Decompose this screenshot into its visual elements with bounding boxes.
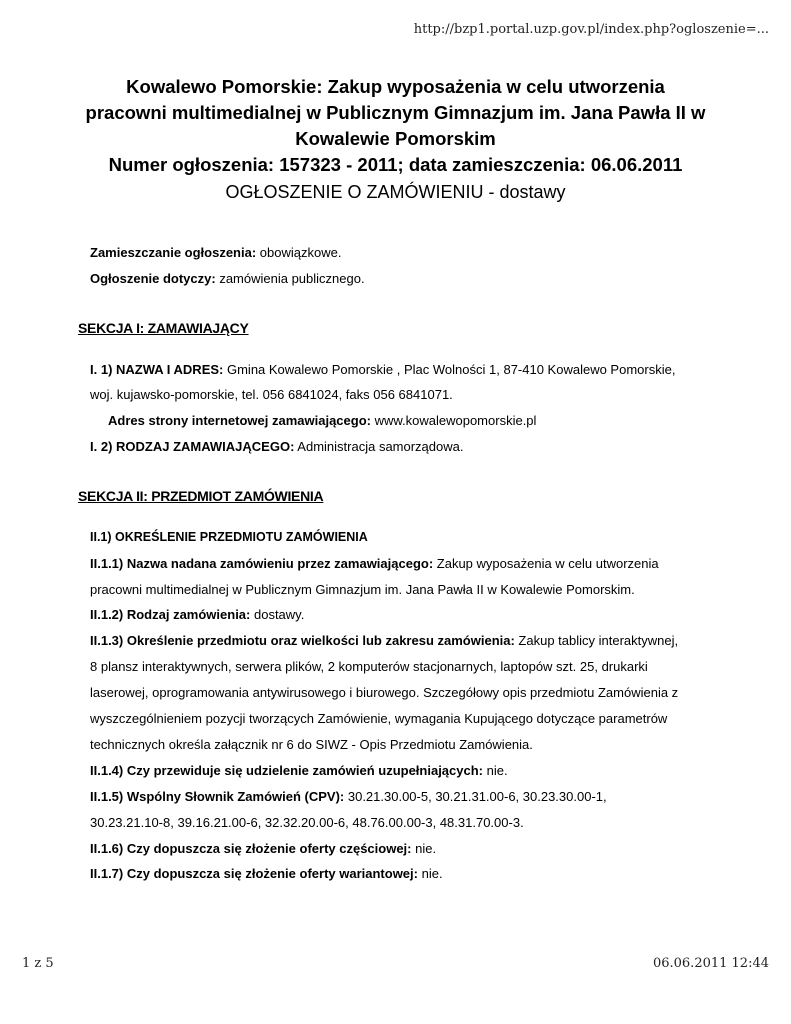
- order-scope-value: Zakup tablicy interaktywnej,: [514, 633, 679, 648]
- announcement-number: Numer ogłoszenia: 157323 - 2011; data zamieszczenia: 06.06.2011: [108, 154, 683, 175]
- order-scope-label: II.1.3) Określenie przedmiotu oraz wielkości lub zakresu zamówienia:: [90, 633, 515, 648]
- supplementary-orders-line: [90, 763, 508, 778]
- order-kind-label: II.1.2) Rodzaj zamówienia:: [90, 607, 251, 622]
- contracting-type-label: I. 2) RODZAJ ZAMAWIAJĄCEGO:: [90, 439, 295, 454]
- variant-offer-value: nie.: [417, 866, 443, 881]
- partial-offer-label: II.1.6) Czy dopuszcza się złożenie oferty częściowej:: [90, 841, 412, 856]
- section-2-subheading: II.1) OKREŚLENIE PRZEDMIOTU ZAMÓWIENIA: [90, 530, 368, 544]
- cpv-line-2: 30.23.21.10-8, 39.16.21.00-6, 32.32.20.00-6, 48.76.00.00-3, 48.31.70.00-3.: [90, 815, 524, 830]
- partial-offer-line: [90, 841, 436, 856]
- website-label: Adres strony internetowej zamawiającego:: [108, 413, 371, 428]
- title-line-3: Kowalewie Pomorskim: [295, 128, 496, 149]
- title-line-2: pracowni multimedialnej w Publicznym Gimnazjum im. Jana Pawła II w: [85, 102, 706, 123]
- concerns-label: Ogłoszenie dotyczy:: [90, 271, 216, 286]
- cpv-line: [90, 789, 607, 804]
- order-name-value: Zakup wyposażenia w celu utworzenia: [433, 556, 659, 571]
- mandatory-value: obowiązkowe.: [256, 245, 342, 260]
- name-address-line-2: woj. kujawsko-pomorskie, tel. 056 6841024, faks 056 6841071.: [90, 387, 453, 402]
- section-2-heading: SEKCJA II: PRZEDMIOT ZAMÓWIENIA: [78, 488, 324, 504]
- order-kind-line: [90, 607, 304, 622]
- order-name-line-2: pracowni multimedialnej w Publicznym Gimnazjum im. Jana Pawła II w Kowalewie Pomorskim.: [90, 582, 635, 597]
- concerns-value: zamówienia publicznego.: [215, 271, 365, 286]
- document-title: [0, 74, 791, 206]
- announcement-subtitle: OGŁOSZENIE O ZAMÓWIENIU - dostawy: [225, 182, 566, 202]
- title-line-1: Kowalewo Pomorskie: Zakup wyposażenia w celu utworzenia: [126, 76, 665, 97]
- website-value: www.kowalewopomorskie.pl: [370, 413, 537, 428]
- name-address-value: Gmina Kowalewo Pomorskie , Plac Wolności 1, 87-410 Kowalewo Pomorskie,: [223, 362, 676, 377]
- mandatory-label: Zamieszczanie ogłoszenia:: [90, 245, 257, 260]
- page-url: http://bzp1.portal.uzp.gov.pl/index.php?ogloszenie=...: [413, 22, 769, 37]
- variant-offer-label: II.1.7) Czy dopuszcza się złożenie oferty wariantowej:: [90, 866, 418, 881]
- order-scope-line: [90, 633, 678, 648]
- name-address-line: [90, 362, 675, 377]
- order-name-label: II.1.1) Nazwa nadana zamówieniu przez zamawiającego:: [90, 556, 434, 571]
- name-address-label: I. 1) NAZWA I ADRES:: [90, 362, 224, 377]
- contracting-type-line: [90, 439, 463, 454]
- supplementary-orders-value: nie.: [483, 763, 508, 778]
- cpv-value: 30.21.30.00-5, 30.21.31.00-6, 30.23.30.00-1,: [344, 789, 607, 804]
- contracting-type-value: Administracja samorządowa.: [294, 439, 464, 454]
- section-1-heading: SEKCJA I: ZAMAWIAJĄCY: [78, 320, 249, 336]
- mandatory-line: [90, 245, 341, 260]
- concerns-line: [90, 271, 365, 286]
- order-scope-line-2: 8 plansz interaktywnych, serwera plików, 2 komputerów stacjonarnych, laptopów szt. 25, drukarki: [90, 659, 648, 674]
- partial-offer-value: nie.: [411, 841, 437, 856]
- supplementary-orders-label: II.1.4) Czy przewiduje się udzielenie zamówień uzupełniających:: [90, 763, 483, 778]
- cpv-label: II.1.5) Wspólny Słownik Zamówień (CPV):: [90, 789, 345, 804]
- page-number: 1 z 5: [22, 956, 54, 971]
- website-line: [108, 413, 536, 428]
- order-name-line: [90, 556, 659, 571]
- print-datetime: 06.06.2011 12:44: [652, 956, 769, 971]
- order-kind-value: dostawy.: [250, 607, 305, 622]
- variant-offer-line: [90, 866, 443, 881]
- order-scope-line-3: laserowej, oprogramowania antywirusowego i biurowego. Szczegółowy opis przedmiotu Zamówienia z: [90, 685, 679, 700]
- order-scope-line-4: wyszczególnieniem pozycji tworzących Zamówienie, wymagania Kupującego dotyczące parametrów: [90, 711, 668, 726]
- order-scope-line-5: technicznych określa załącznik nr 6 do SIWZ - Opis Przedmiotu Zamówienia.: [90, 737, 533, 752]
